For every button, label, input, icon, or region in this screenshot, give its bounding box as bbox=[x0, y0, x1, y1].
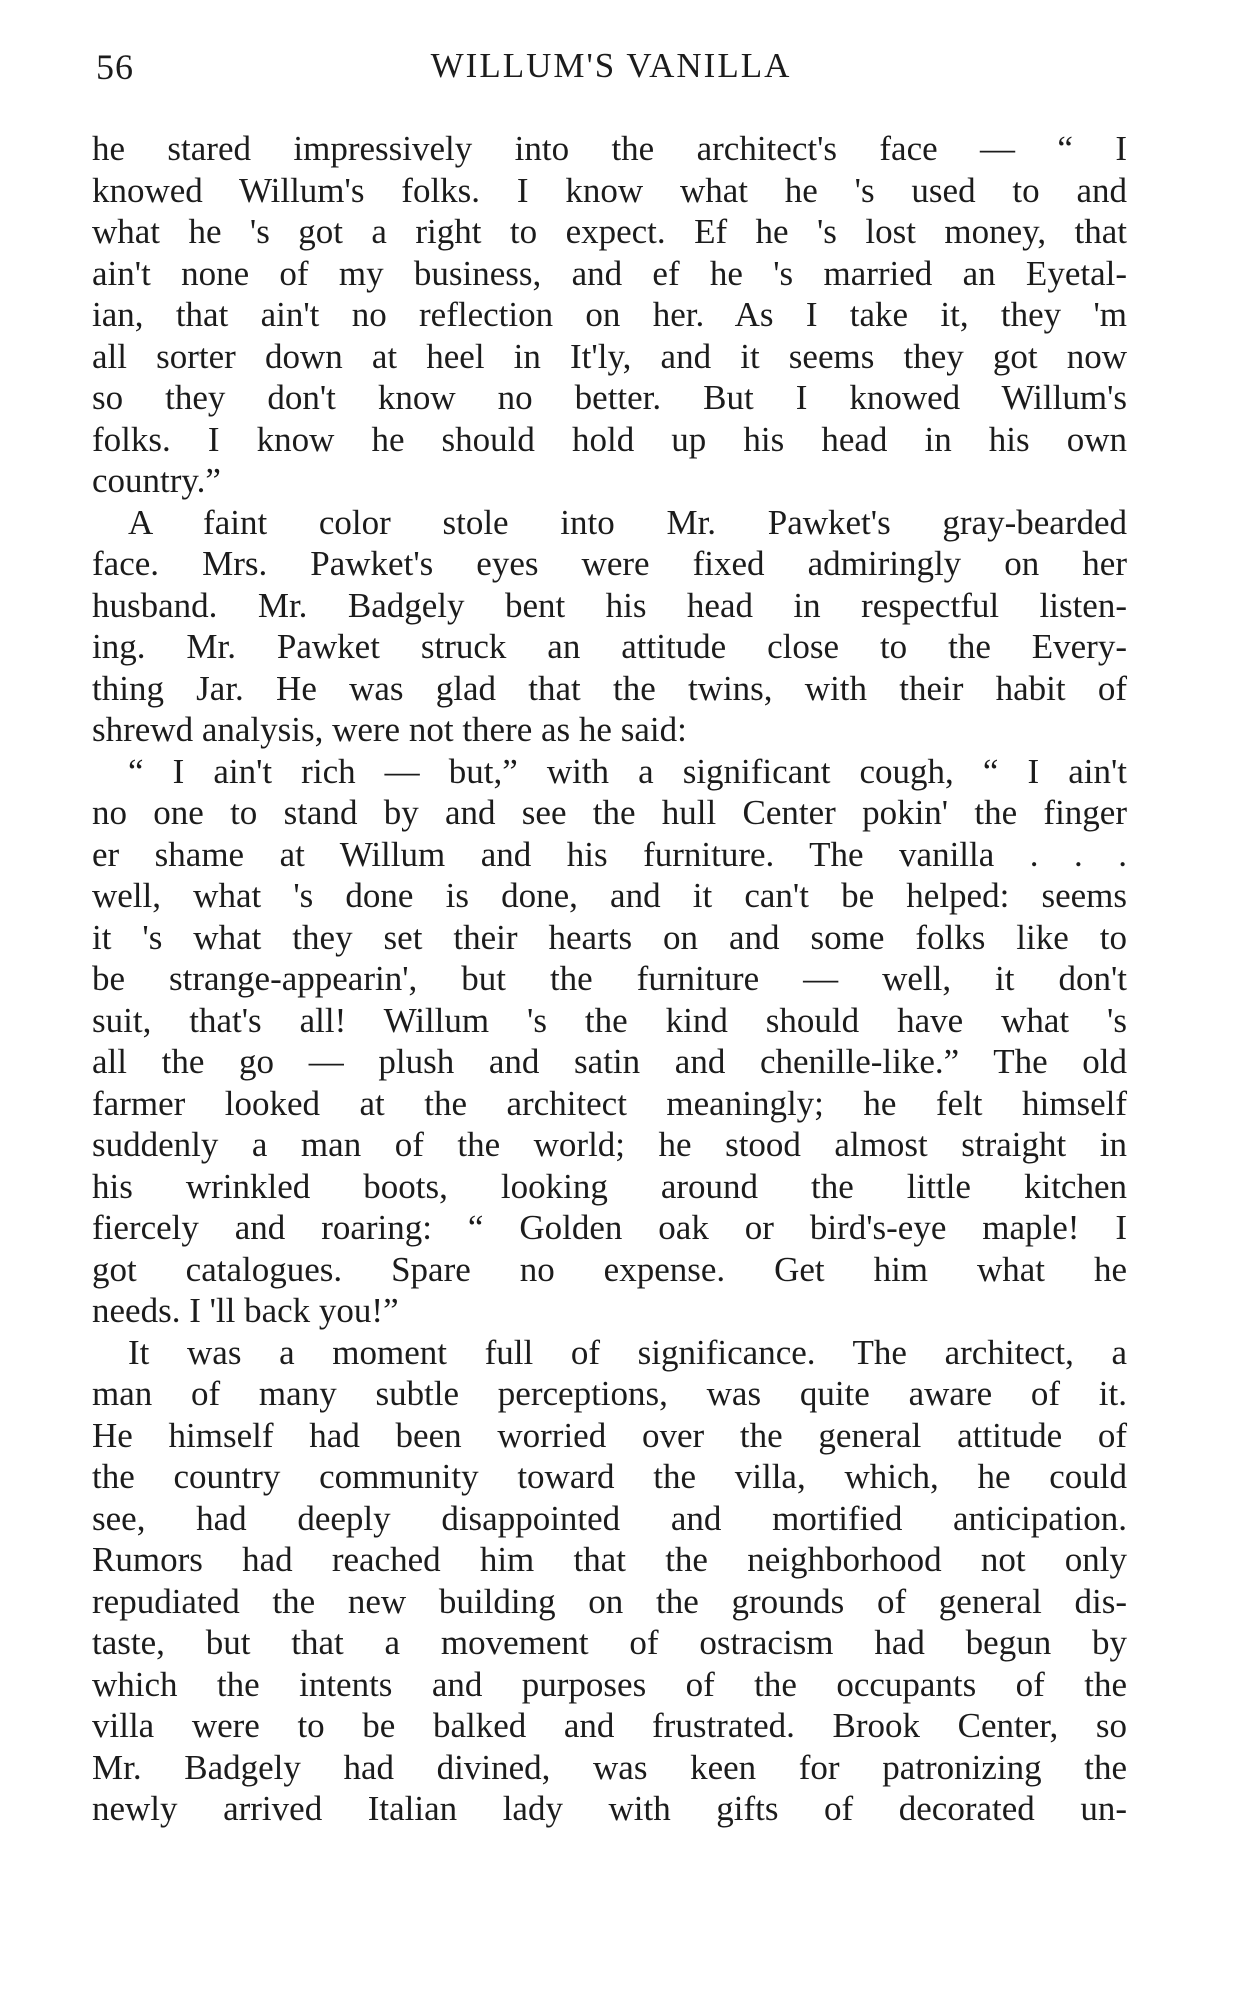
text-line: which the intents and purposes of the occupants of the bbox=[92, 1664, 1127, 1704]
text-line: taste, but that a movement of ostracism had begun by bbox=[92, 1623, 1127, 1662]
text-line: newly arrived Italian lady with gifts of decorated un- bbox=[92, 1789, 1127, 1828]
text-line: what he 's got a right to expect. Ef he 's lost money, that bbox=[92, 212, 1127, 251]
text-line: Mr. Badgely had divined, was keen for patronizing the bbox=[92, 1747, 1127, 1787]
text-line: he stared impressively into the architect's face — “ I bbox=[92, 129, 1127, 168]
text-line: so they don't know no better. But I knowed Willum's bbox=[92, 378, 1127, 417]
text-line: his wrinkled boots, looking around the little kitchen bbox=[92, 1166, 1127, 1206]
text-line: ain't none of my business, and ef he 's married an Eyetal- bbox=[92, 253, 1127, 293]
text-line: all the go — plush and satin and chenille-like.” The old bbox=[92, 1042, 1127, 1081]
text-line: see, had deeply disappointed and mortified anticipation. bbox=[92, 1498, 1127, 1538]
page-header bbox=[96, 46, 1126, 98]
text-line: shrewd analysis, were not there as he said: bbox=[92, 710, 687, 749]
text-line: the country community toward the villa, which, he could bbox=[92, 1457, 1127, 1496]
text-line: husband. Mr. Badgely bent his head in respectful listen- bbox=[92, 585, 1127, 625]
text-line: no one to stand by and see the hull Center pokin' the finger bbox=[92, 793, 1127, 832]
text-line: suit, that's all! Willum 's the kind should have what 's bbox=[92, 1000, 1127, 1040]
text-line: country.” bbox=[92, 461, 221, 500]
text-line: fiercely and roaring: “ Golden oak or bird's-eye maple! I bbox=[92, 1208, 1127, 1247]
text-line: farmer looked at the architect meaningly; he felt himself bbox=[92, 1083, 1127, 1123]
page-number: 56 bbox=[96, 47, 134, 87]
text-line: ing. Mr. Pawket struck an attitude close to the Every- bbox=[92, 627, 1127, 666]
text-line: It was a moment full of significance. The architect, a bbox=[128, 1332, 1127, 1372]
text-line: “ I ain't rich — but,” with a significant cough, “ I ain't bbox=[128, 751, 1127, 791]
text-line: man of many subtle perceptions, was quite aware of it. bbox=[92, 1374, 1127, 1413]
text-line: be strange-appearin', but the furniture — well, it don't bbox=[92, 959, 1127, 998]
text-line: well, what 's done is done, and it can't be helped: seems bbox=[92, 876, 1127, 915]
text-line: villa were to be balked and frustrated. Brook Center, so bbox=[92, 1706, 1127, 1745]
text-line: suddenly a man of the world; he stood almost straight in bbox=[92, 1125, 1127, 1164]
text-line: all sorter down at heel in It'ly, and it seems they got now bbox=[92, 336, 1127, 376]
body-text bbox=[92, 128, 1127, 1830]
running-title: WILLUM'S VANILLA bbox=[430, 46, 792, 85]
text-line: er shame at Willum and his furniture. The vanilla . . . bbox=[92, 834, 1127, 874]
text-line: He himself had been worried over the general attitude of bbox=[92, 1415, 1127, 1455]
text-line: it 's what they set their hearts on and some folks like to bbox=[92, 917, 1127, 957]
text-line: got catalogues. Spare no expense. Get him what he bbox=[92, 1249, 1127, 1289]
text-line: Rumors had reached him that the neighborhood not only bbox=[92, 1540, 1127, 1579]
text-line: face. Mrs. Pawket's eyes were fixed admiringly on her bbox=[92, 544, 1127, 583]
text-line: repudiated the new building on the grounds of general dis- bbox=[92, 1581, 1127, 1621]
text-line: ian, that ain't no reflection on her. As I take it, they 'm bbox=[92, 295, 1127, 334]
text-line: folks. I know he should hold up his head in his own bbox=[92, 419, 1127, 459]
text-line: thing Jar. He was glad that the twins, with their habit of bbox=[92, 668, 1127, 708]
text-line: knowed Willum's folks. I know what he 's used to and bbox=[92, 170, 1127, 210]
text-line: needs. I 'll back you!” bbox=[92, 1291, 399, 1330]
text-line: A faint color stole into Mr. Pawket's gray-bearded bbox=[128, 502, 1127, 542]
